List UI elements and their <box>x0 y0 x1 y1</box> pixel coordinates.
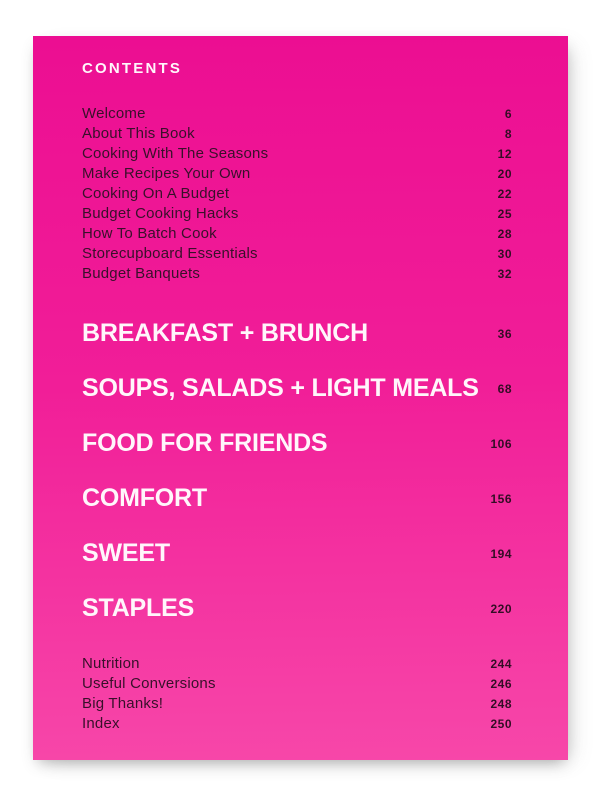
toc-entry-page-number: 32 <box>497 267 512 281</box>
toc-row <box>82 184 512 204</box>
toc-row <box>82 224 512 244</box>
chapter-page-number: 106 <box>490 436 512 451</box>
toc-entry-label: Cooking On A Budget <box>82 185 230 202</box>
chapter-list <box>82 306 512 636</box>
toc-entry-label: Make Recipes Your Own <box>82 165 251 182</box>
chapter-row <box>82 526 512 581</box>
toc-entry-page-number: 248 <box>490 697 512 711</box>
front-matter-list <box>82 104 512 284</box>
toc-entry-label: About This Book <box>82 125 195 142</box>
book-page <box>33 36 568 760</box>
toc-entry-label: Useful Conversions <box>82 675 216 692</box>
toc-entry-label: Budget Cooking Hacks <box>82 205 239 222</box>
toc-row <box>82 204 512 224</box>
toc-row <box>82 124 512 144</box>
chapter-label: SWEET <box>82 539 170 567</box>
chapter-label: COMFORT <box>82 484 207 512</box>
chapter-row <box>82 471 512 526</box>
toc-entry-label: Big Thanks! <box>82 695 164 712</box>
toc-entry-page-number: 244 <box>490 657 512 671</box>
chapter-label: STAPLES <box>82 594 195 622</box>
chapter-page-number: 156 <box>490 491 512 506</box>
toc-row <box>82 244 512 264</box>
toc-entry-label: Storecupboard Essentials <box>82 245 258 262</box>
toc-entry-label: Index <box>82 715 120 732</box>
chapter-page-number: 220 <box>490 601 512 616</box>
chapter-row <box>82 306 512 361</box>
toc-row <box>82 674 512 694</box>
page-title: CONTENTS <box>82 60 183 77</box>
toc-entry-page-number: 30 <box>497 247 512 261</box>
toc-entry-page-number: 25 <box>497 207 512 221</box>
toc-row <box>82 264 512 284</box>
toc-row <box>82 104 512 124</box>
chapter-page-number: 68 <box>497 381 512 396</box>
chapter-label: SOUPS, SALADS + LIGHT MEALS <box>82 374 479 402</box>
chapter-row <box>82 361 512 416</box>
chapter-label: FOOD FOR FRIENDS <box>82 429 328 457</box>
toc-entry-page-number: 20 <box>497 167 512 181</box>
toc-entry-page-number: 12 <box>497 147 512 161</box>
toc-entry-page-number: 250 <box>490 717 512 731</box>
toc-row <box>82 714 512 734</box>
toc-entry-page-number: 246 <box>490 677 512 691</box>
chapter-page-number: 36 <box>497 326 512 341</box>
chapter-row <box>82 416 512 471</box>
toc-entry-label: Budget Banquets <box>82 265 201 282</box>
toc-entry-label: How To Batch Cook <box>82 225 217 242</box>
chapter-row <box>82 581 512 636</box>
toc-row <box>82 144 512 164</box>
toc-entry-page-number: 28 <box>497 227 512 241</box>
toc-row <box>82 694 512 714</box>
toc-row <box>82 164 512 184</box>
toc-entry-label: Nutrition <box>82 655 140 672</box>
toc-entry-page-number: 6 <box>504 107 512 121</box>
toc-entry-label: Welcome <box>82 105 146 122</box>
toc-entry-label: Cooking With The Seasons <box>82 145 269 162</box>
back-matter-list <box>82 654 512 734</box>
toc-entry-page-number: 8 <box>504 127 512 141</box>
toc-entry-page-number: 22 <box>497 187 512 201</box>
chapter-page-number: 194 <box>490 546 512 561</box>
toc-row <box>82 654 512 674</box>
page-content <box>33 36 568 760</box>
chapter-label: BREAKFAST + BRUNCH <box>82 319 368 347</box>
